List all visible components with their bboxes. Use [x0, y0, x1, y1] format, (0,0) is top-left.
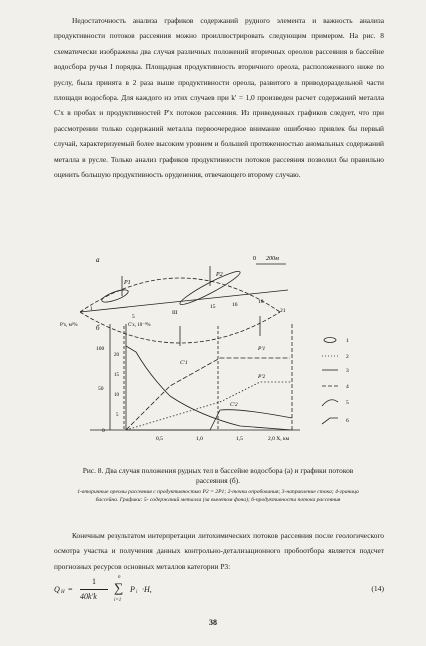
formula-lhs: Q [54, 585, 60, 594]
formula-denominator: 40k'k [80, 592, 97, 601]
formula-term: P [130, 585, 135, 594]
point-label-21: 21 [280, 308, 286, 314]
point-label-15: 15 [210, 304, 216, 310]
conclusion-paragraph: Конечным результатом интерпретации литохимических потоков рассеяния после геологического осмотра участка и получения данных контрольно-детализационного пробоотбора является подсчет прогнозных ресурсов основных металлов категории P3: [54, 531, 384, 571]
panel-b-label: б [96, 324, 100, 332]
y-inner-tick-10: 10 [114, 393, 119, 398]
y-inner-tick-5: 5 [116, 413, 119, 418]
page-number: 38 [209, 618, 217, 627]
panel-a-basin [80, 264, 288, 346]
formula-sum-upper: n [118, 575, 121, 580]
point-label-iii: III [172, 310, 178, 316]
curve-label-c2: C'2 [230, 402, 238, 408]
ore-halo-1 [100, 287, 129, 304]
intro-paragraph: Недостаточность анализа графиков содержаний рудного элемента и важность анализа продуктивности потоков рассеяния можно проиллюстрировать следующим примером. На рис. 8 схематически изображены два случая различных положений вторичных ореолов рассеяния в бассейне водосбора ручья I порядка. Площадная продуктивность вторичного ореола, расположенного ниже по руслу, была принята в 2 раза выше продуктивности ореола, развитого в приводораздельной части площади водосбора. Для каждого из этих случаев при k' = 1,0 произведен расчет содержаний металла C'x в пробах и продуктивностей P'x потоков рассеяния. Из приведенных графиков следует, что при рассмотрении только содержаний металла первоочередное внимание ошибочно привлек бы первый случай, характеризуемый более высоким уровнем и большей протяженностью аномальных содержаний металла в русле. Только анализ графиков продуктивности потоков рассеяния позволил бы правильно оценить большую продуктивность оруденения, отвечающего второму случаю. [54, 16, 384, 180]
formula-sum-lower: i=1 [114, 598, 122, 603]
axis-left-label: P'x, м²% [60, 323, 78, 328]
y-tick-100: 100 [96, 346, 105, 352]
panel-a-label: а [96, 256, 100, 264]
legend-num-2: 2 [346, 354, 349, 360]
curve-p1 [126, 358, 290, 430]
scale-value: 200м [266, 256, 279, 262]
y-inner-tick-20: 20 [114, 353, 119, 358]
legend-symbol-1 [324, 338, 336, 343]
x-tick-2-0: 2,0 X, км [268, 436, 290, 442]
formula-numerator: 1 [92, 577, 96, 586]
formula-lhs-sub: H [61, 590, 65, 595]
axis-left-label2: C'x, 10⁻³% [128, 323, 151, 328]
formula-sigma: ∑ [114, 580, 124, 595]
formula-tail: ·H, [142, 585, 152, 594]
equation-number: (14) [371, 584, 384, 593]
legend-num-5: 5 [346, 400, 349, 406]
legend-symbol-5 [322, 400, 338, 406]
curve-c2 [126, 410, 292, 430]
curve-label-c1: C'1 [180, 360, 188, 366]
legend-num-6: 6 [346, 418, 349, 424]
scale-zero: 0 [253, 256, 256, 262]
x-tick-1-0: 1,0 [196, 436, 203, 442]
x-tick-0-5: 0,5 [156, 436, 163, 442]
y-tick-50: 50 [98, 386, 104, 392]
legend [322, 338, 338, 425]
ore-label-p2: P2 [216, 272, 223, 278]
point-label-16: 16 [232, 302, 238, 308]
curve-label-p1: P'1 [258, 346, 266, 352]
figure-8 [60, 246, 380, 462]
formula-14 [54, 575, 384, 609]
formula-term-sub: i [136, 590, 138, 595]
formula-fraction-bar [80, 589, 108, 590]
curve-label-p2: P'2 [258, 374, 266, 380]
legend-num-4: 4 [346, 384, 349, 390]
legend-num-1: 1 [346, 338, 349, 344]
point-label-5: 5 [132, 314, 135, 320]
x-tick-1-5: 1,5 [236, 436, 243, 442]
legend-symbol-6 [322, 418, 338, 424]
y-tick-0: 0 [102, 428, 105, 434]
point-label-18: 18 [258, 299, 264, 305]
point-label-1: 1 [90, 306, 93, 312]
legend-num-3: 3 [346, 368, 349, 374]
curve-c1 [126, 346, 292, 430]
y-inner-tick-15: 15 [114, 373, 119, 378]
curve-p2 [126, 382, 292, 430]
figure-caption: Рис. 8. Два случая положения рудных тел в бассейне водосбора (а) и графики потоков рассеяния (б). [82, 466, 354, 485]
panel-b-graph [90, 324, 300, 430]
ore-label-p1: P1 [124, 280, 131, 286]
figure-caption-detail: 1-вторичные ореолы рассеяния с продуктивностью P2 = 2P1; 2-точки опробования; 3-направление стока; 4-граница бассейна. Графики: 5- содержаний металла (за вычетом фона); 6-продуктивности потока рассеяния [77, 489, 359, 503]
basin-boundary-upper [80, 278, 280, 312]
formula-equals: = [68, 585, 73, 594]
